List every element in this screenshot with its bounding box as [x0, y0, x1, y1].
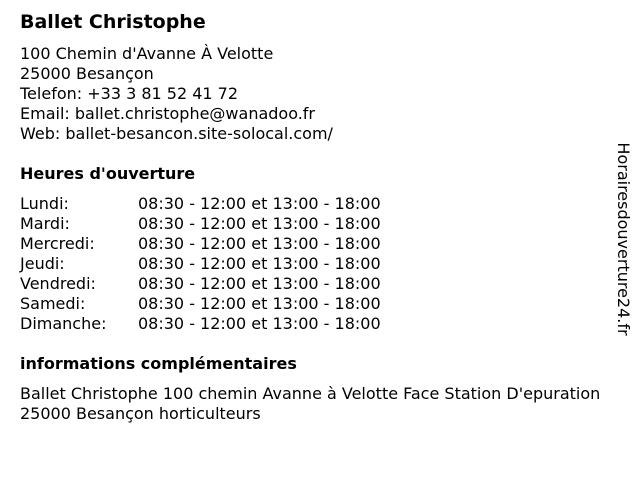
opening-hours-heading: Heures d'ouverture	[20, 164, 196, 183]
time-range: 08:30 - 12:00 et 13:00 - 18:00	[138, 214, 381, 233]
contact-block	[20, 44, 333, 144]
day-label: Vendredi:	[20, 274, 96, 293]
time-range: 08:30 - 12:00 et 13:00 - 18:00	[138, 314, 381, 333]
phone-text: Telefon: +33 3 81 52 41 72	[20, 84, 239, 103]
address-line-2: 25000 Besançon	[20, 64, 154, 83]
address-line-1: 100 Chemin d'Avanne À Velotte	[20, 44, 274, 63]
email-text: Email: ballet.christophe@wanadoo.fr	[20, 104, 316, 123]
day-label: Mercredi:	[20, 234, 95, 253]
hours-row-sunday	[20, 314, 381, 334]
time-range: 08:30 - 12:00 et 13:00 - 18:00	[138, 274, 381, 293]
hours-row-friday	[20, 274, 381, 294]
hours-row-saturday	[20, 294, 381, 314]
time-range: 08:30 - 12:00 et 13:00 - 18:00	[138, 194, 381, 213]
day-label: Lundi:	[20, 194, 69, 213]
web-text: Web: ballet-besancon.site-solocal.com/	[20, 124, 333, 143]
additional-info-heading: informations complémentaires	[20, 354, 297, 373]
time-range: 08:30 - 12:00 et 13:00 - 18:00	[138, 294, 381, 313]
opening-hours-table	[20, 194, 381, 334]
time-range: 08:30 - 12:00 et 13:00 - 18:00	[138, 234, 381, 253]
business-name: Ballet Christophe	[20, 11, 206, 33]
hours-row-thursday	[20, 254, 381, 274]
hours-row-wednesday	[20, 234, 381, 254]
day-label: Samedi:	[20, 294, 86, 313]
side-brand-text: Horairesdouverture24.fr	[614, 142, 633, 336]
day-label: Mardi:	[20, 214, 70, 233]
hours-row-tuesday	[20, 214, 381, 234]
additional-info-text: Ballet Christophe 100 chemin Avanne à Velotte Face Station D'epuration 25000 Besançon horticulteurs	[20, 384, 601, 423]
day-label: Dimanche:	[20, 314, 107, 333]
time-range: 08:30 - 12:00 et 13:00 - 18:00	[138, 254, 381, 273]
hours-row-monday	[20, 194, 381, 214]
day-label: Jeudi:	[20, 254, 65, 273]
